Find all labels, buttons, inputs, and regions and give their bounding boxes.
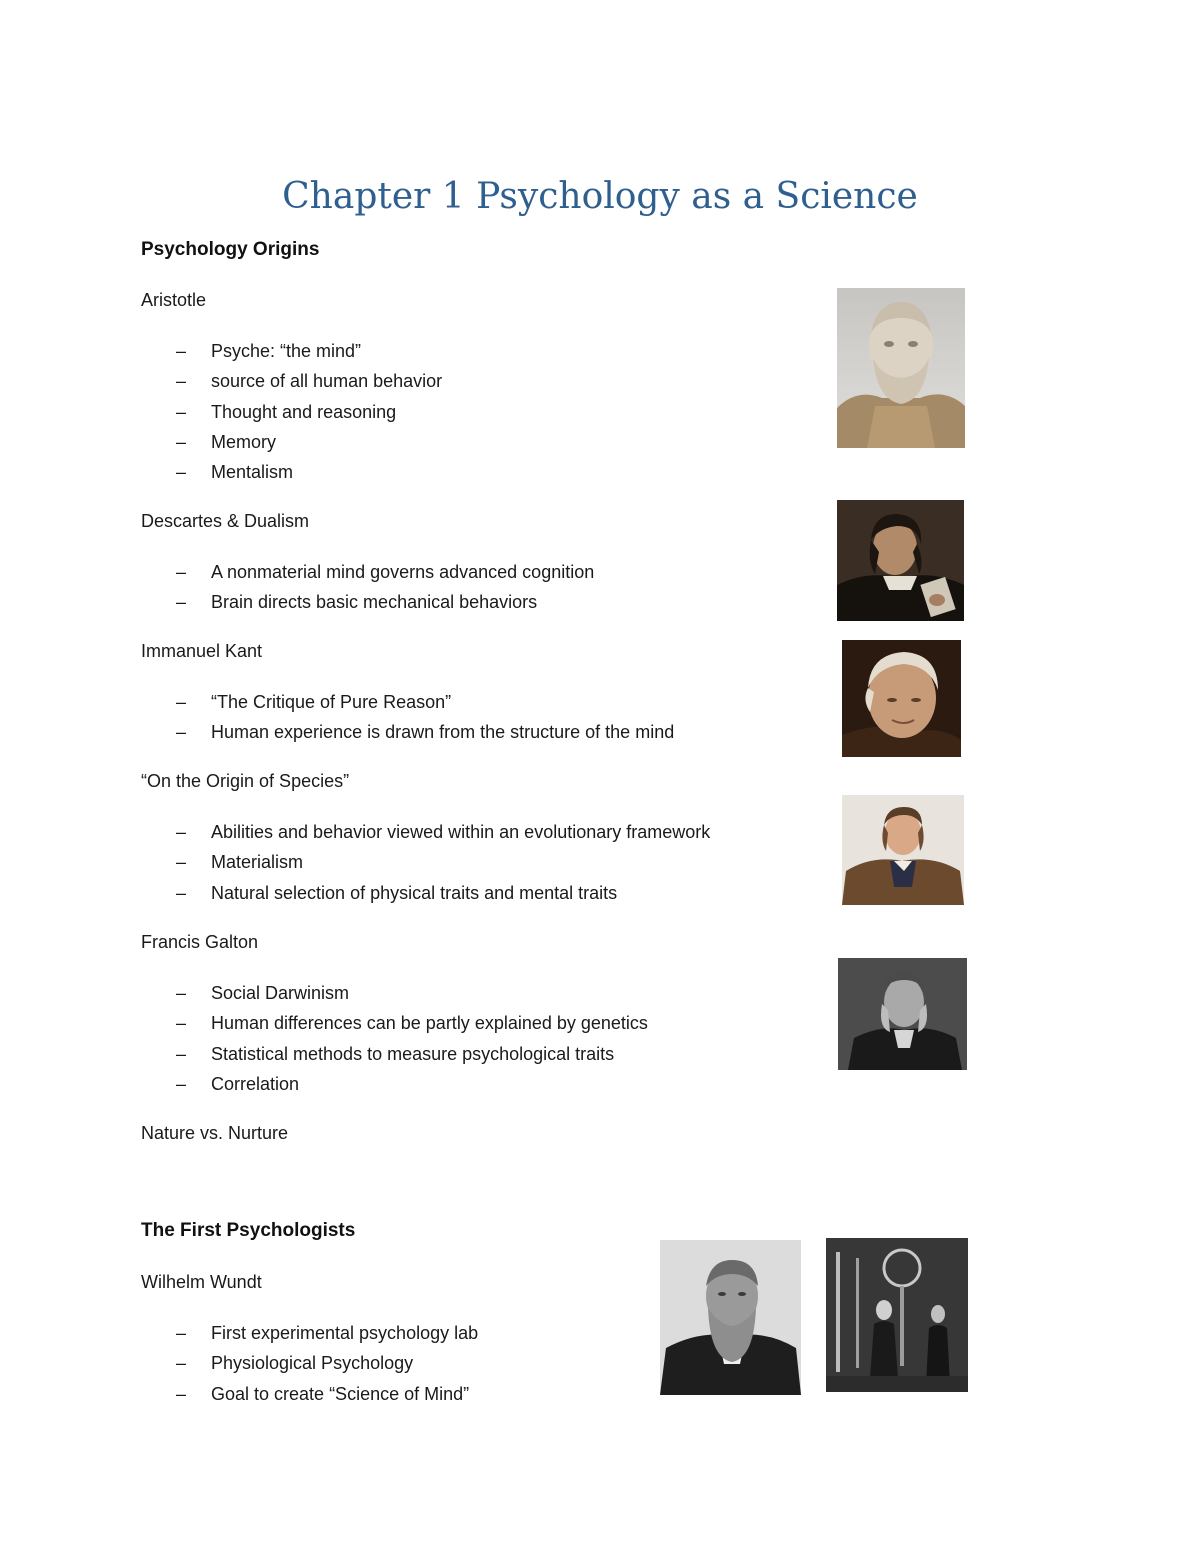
bullet-list-galton — [141, 978, 648, 1099]
topic-title-descartes: Descartes & Dualism — [141, 511, 310, 531]
bullet-list-origin-of-species — [141, 817, 710, 908]
list-item: – Materialism — [176, 852, 304, 873]
list-item: – Correlation — [176, 1073, 300, 1094]
aristotle-bust-image — [837, 288, 965, 448]
list-item: – Human experience is drawn from the structure of the mind — [176, 722, 675, 743]
bullet-list-wundt — [141, 1318, 478, 1409]
list-item: – Physiological Psychology — [176, 1353, 414, 1374]
list-item: – Thought and reasoning — [176, 401, 397, 422]
list-item: – Goal to create “Science of Mind” — [176, 1383, 470, 1404]
wundt-lab-photo-image — [826, 1238, 968, 1392]
list-item: – Social Darwinism — [176, 983, 350, 1003]
list-item: – Human differences can be partly explained by genetics — [176, 1013, 648, 1034]
list-item: – First experimental psychology lab — [176, 1323, 479, 1343]
kant-portrait-image — [842, 640, 961, 757]
list-item: – Mentalism — [176, 462, 294, 483]
section-heading-origins: Psychology Origins — [141, 239, 320, 260]
topic-title-kant: Immanuel Kant — [141, 641, 263, 661]
topic-title-galton: Francis Galton — [141, 932, 259, 952]
bullet-list-aristotle — [141, 336, 442, 487]
bullet-list-kant — [141, 687, 674, 748]
darwin-portrait-image — [842, 795, 964, 905]
section-heading-first-psychologists: The First Psychologists — [141, 1220, 356, 1241]
descartes-portrait-image — [837, 500, 964, 621]
topic-title-aristotle: Aristotle — [141, 290, 207, 310]
topic-title-origin-of-species: “On the Origin of Species” — [141, 771, 350, 791]
list-item: – A nonmaterial mind governs advanced cognition — [176, 562, 595, 582]
list-item: – Psyche: “the mind” — [176, 341, 362, 361]
galton-portrait-image — [838, 958, 967, 1070]
list-item: – Statistical methods to measure psychological traits — [176, 1043, 615, 1064]
list-item: – “The Critique of Pure Reason” — [176, 692, 452, 712]
bullet-list-descartes — [141, 557, 594, 618]
list-item: – Memory — [176, 431, 277, 452]
list-item: – Natural selection of physical traits and mental traits — [176, 882, 618, 903]
topic-title-wundt: Wilhelm Wundt — [141, 1272, 262, 1292]
list-item: – source of all human behavior — [176, 371, 443, 392]
wundt-portrait-image — [660, 1240, 801, 1395]
list-item: – Brain directs basic mechanical behaviors — [176, 592, 538, 613]
list-item: – Abilities and behavior viewed within an evolutionary framework — [176, 822, 711, 842]
topic-title-nature-nurture: Nature vs. Nurture — [141, 1123, 289, 1143]
page-title: Chapter 1 Psychology as a Science — [282, 176, 918, 217]
